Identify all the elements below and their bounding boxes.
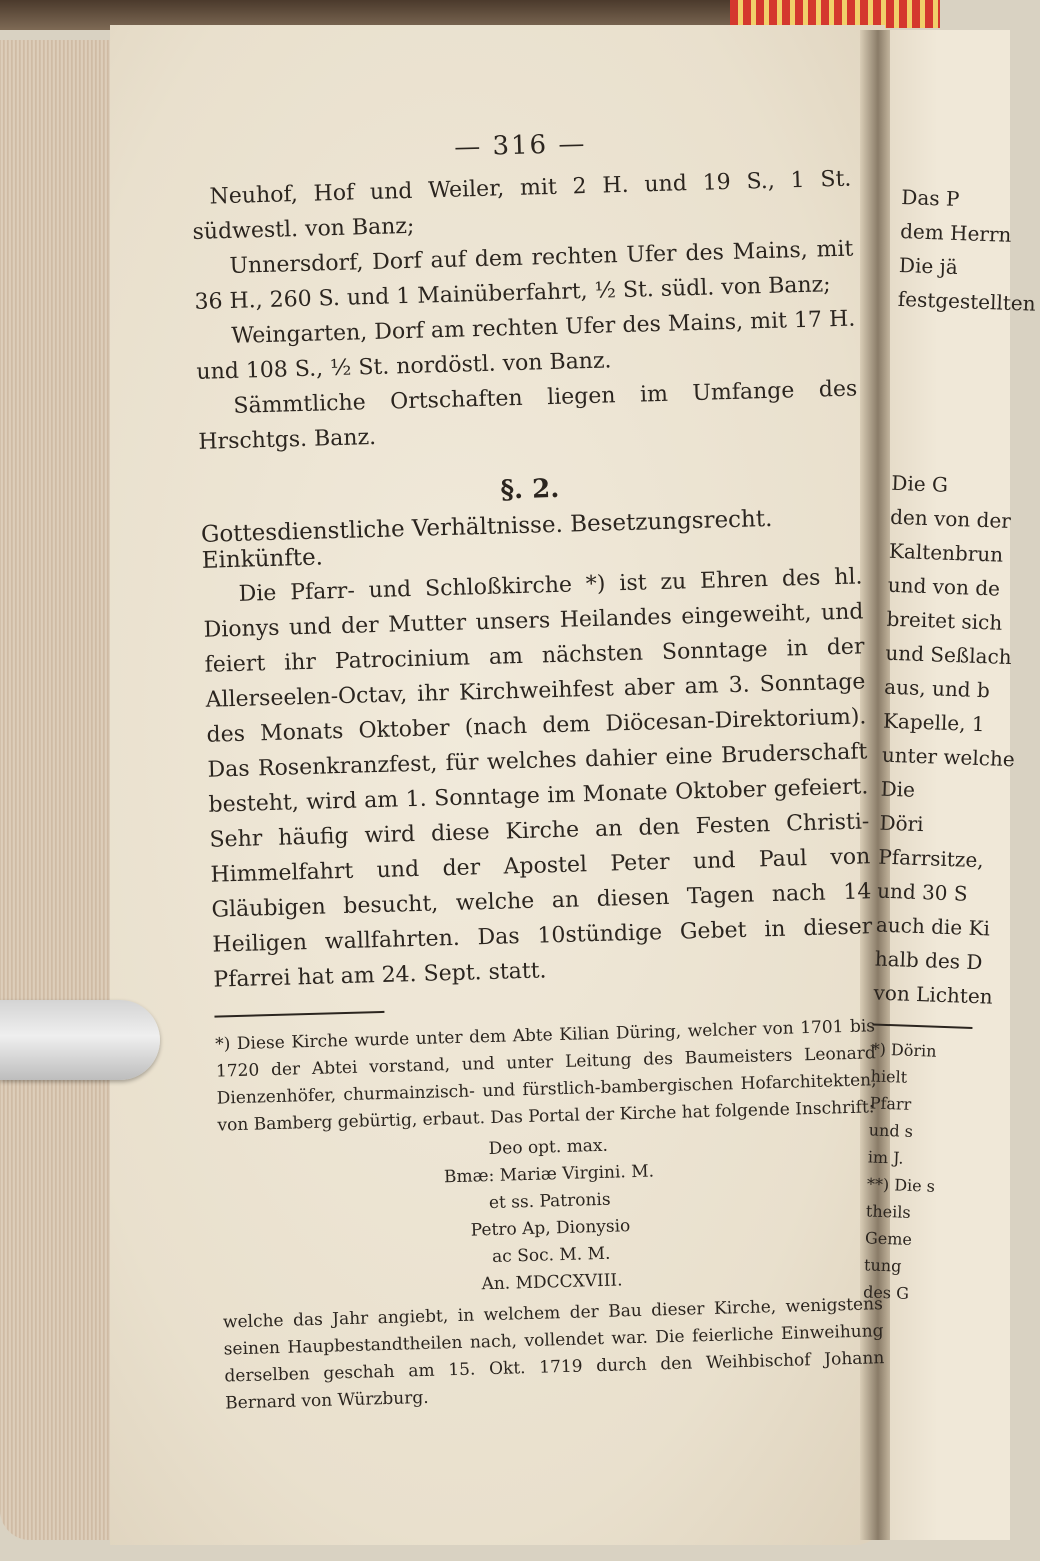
right-footnote-line: **) Die s: [866, 1174, 936, 1196]
right-line: Das P: [900, 184, 960, 212]
right-footnote-line: im J.: [867, 1147, 904, 1168]
right-footnote-line: tung: [863, 1255, 902, 1276]
footnote-rule: [214, 1011, 384, 1018]
section-heading: §. 2.: [500, 473, 560, 506]
right-footnote-line: Pfarr: [869, 1093, 912, 1114]
page-number: — 316 —: [453, 128, 587, 163]
right-line: aus, und b: [883, 674, 991, 703]
right-line: von Lichten: [873, 980, 994, 1009]
right-line: Döri: [879, 810, 924, 837]
right-line: Die G: [891, 470, 949, 497]
right-footnote-rule: [872, 1023, 972, 1028]
right-footnote-line: *) Dörin: [871, 1039, 937, 1061]
section-subtitle: Gottesdienstliche Verhältnisse. Besetzungsrecht. Einkünfte.: [200, 505, 773, 574]
right-footnote-line: und s: [868, 1120, 914, 1141]
right-footnote-line: des G: [862, 1282, 910, 1303]
right-line: festgestellten: [897, 286, 1037, 316]
right-footnote-line: Geme: [864, 1228, 913, 1249]
inscription-line: Petro Ap, Dionysio: [470, 1216, 631, 1241]
footnote-outro: welche das Jahr angiebt, in welchem der Bau dieser Kirche, wenigstens seinen Haupbestandtheilen nach, vollendet war. Die feierliche Einweihung derselben geschah am 15. Okt. 1719 durch den Weihbischof Johann Bernard von Würzburg.: [222, 1294, 885, 1414]
place-entry-weingarten: Weingarten, Dorf am rechten Ufer des Mains, mit 17 H. und 108 S., ½ St. nordöstl. von Banz.: [196, 306, 856, 385]
inscription-line: Bmæ: Mariæ Virgini. M.: [443, 1161, 655, 1188]
right-line: dem Herrn: [899, 218, 1012, 247]
inscription-line: ac Soc. M. M.: [491, 1243, 611, 1267]
inscription-line: An. MDCCXVIII.: [481, 1270, 623, 1295]
left-page-text: [190, 122, 885, 1418]
right-line: den von der: [889, 504, 1012, 533]
place-entry-neuhof: Neuhof, Hof und Weiler, mit 2 H. und 19 S., 1 St. südwestl. von Banz;: [192, 166, 852, 245]
inscription-line: et ss. Patronis: [488, 1189, 611, 1214]
right-line: Die jä: [898, 252, 959, 279]
bookmark-ribbon: [0, 1000, 160, 1080]
right-footnote-line: theils: [865, 1201, 911, 1222]
right-footnote-line: hielt: [870, 1066, 908, 1087]
right-line: Kapelle, 1: [882, 708, 986, 737]
right-gap: [892, 316, 1007, 470]
right-line: und 30 S: [876, 878, 968, 906]
right-line: und von de: [887, 572, 1001, 601]
right-line: Die: [880, 776, 916, 802]
section-paragraph: Die Pfarr- und Schloßkirche *) ist zu Ehren des hl. Dionys und der Mutter unsers Heilandes eingeweiht, und feiert ihr Patrocinium am nächsten Sonntage in der Allerseelen-Octav, ihr Kirchweihfest aber am 3. Sonntage des Monats Oktober (nach dem Diöcesan-Direktorium). Das Rosenkranzfest, für welches dahier eine Bruderschaft besteht, wird am 1. Sonntage im Monate Oktober gefeiert. Sehr häufig wird diese Kirche an den Festen Christi-Himmelfahrt und der Apostel Peter und Paul von Gläubigen besucht, welche an diesen Tagen nach 14 Heiligen wallfahrten. Das 10stündige Gebet in dieser Pfarrei hat am 24. Sept. statt.: [203, 564, 873, 993]
inscription-line: Deo opt. max.: [488, 1135, 609, 1160]
right-line: unter welche: [881, 742, 1016, 772]
headband: [730, 0, 940, 28]
right-line: halb des D: [874, 946, 983, 975]
right-line: und Seßlach: [885, 640, 1013, 670]
right-line: auch die Ki: [875, 912, 991, 941]
right-line: Kaltenbrun: [888, 538, 1004, 567]
footnote-intro: *) Diese Kirche wurde unter dem Abte Kilian Düring, welcher von 1701 bis 1720 der Abtei vorstand, und unter Leitung des Baumeisters Leonard Dienzenhöfer, churmainzisch- und fürstlich-bambergischen Hofarchitekten, von Bamberg gebürtig, erbaut. Das Portal der Kirche hat folgende Inschrift:: [214, 1016, 877, 1136]
place-entry-unnersdorf: Unnersdorf, Dorf auf dem rechten Ufer des Mains, mit 36 H., 260 S. und 1 Mainüberfahrt, ½ St. südl. von Banz;: [194, 236, 854, 315]
right-line: Pfarrsitze,: [877, 844, 985, 873]
summary-line: Sämmtliche Ortschaften liegen im Umfange des Hrschtgs. Banz.: [198, 376, 858, 455]
right-line: breitet sich: [886, 606, 1003, 635]
inscription: [218, 1125, 882, 1305]
